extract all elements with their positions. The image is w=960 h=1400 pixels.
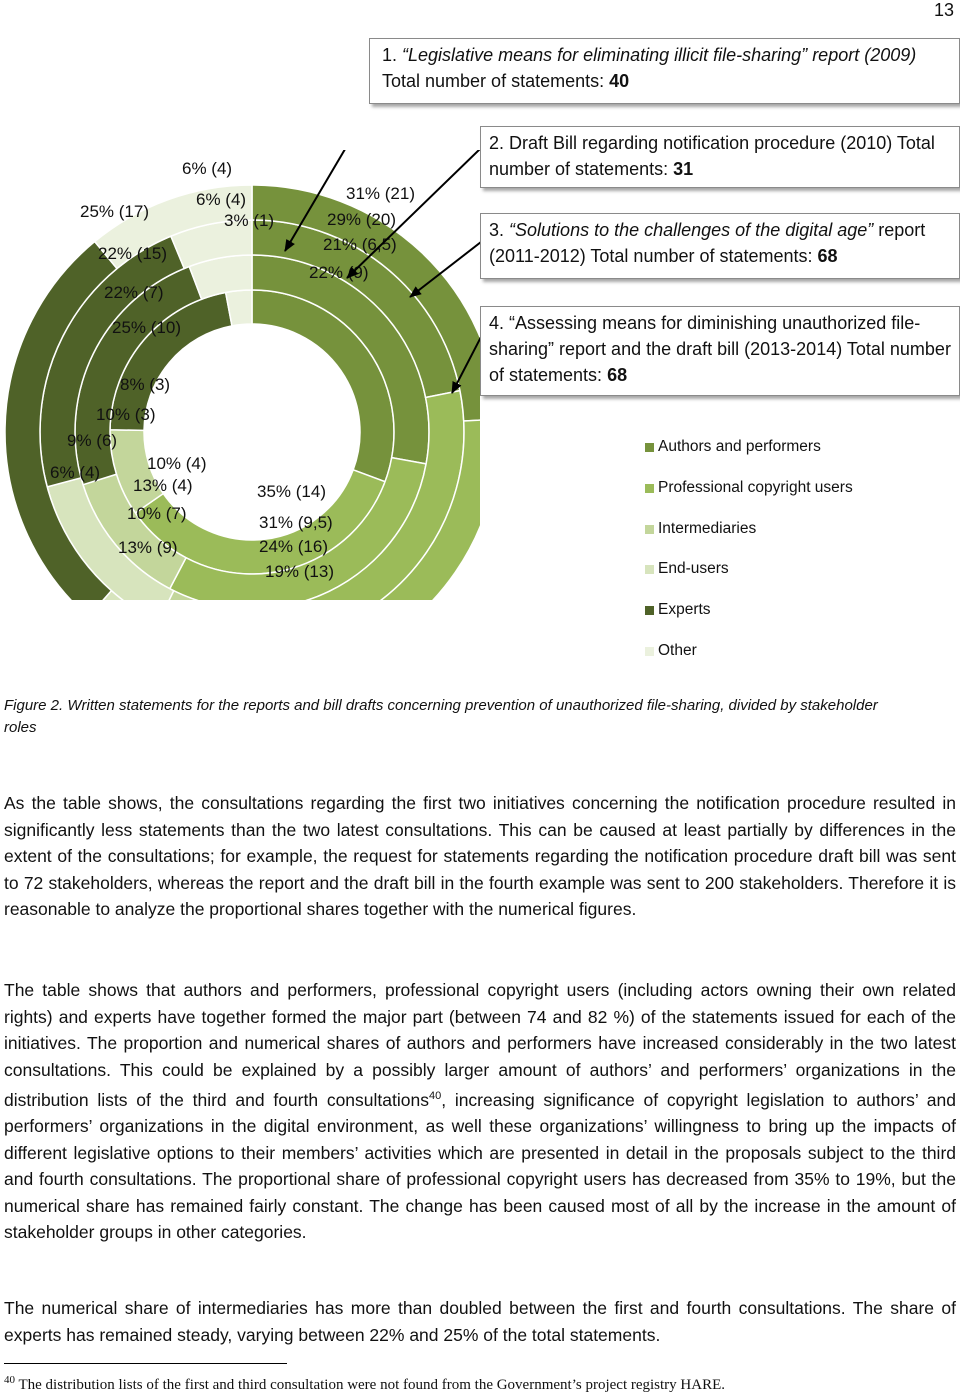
footnote-number: 40 bbox=[4, 1374, 15, 1386]
data-label-21: 10% (3) bbox=[96, 405, 156, 424]
data-label-10: 10% (7) bbox=[127, 504, 187, 523]
footnote bbox=[4, 1374, 725, 1394]
callout-3-total: 68 bbox=[817, 246, 838, 266]
legend-swatch bbox=[645, 647, 654, 656]
callout-1-text: Total number of statements: bbox=[382, 71, 610, 91]
data-label-6: 24% (16) bbox=[259, 537, 328, 556]
legend-swatch bbox=[645, 565, 654, 574]
legend-label: Professional copyright users bbox=[658, 478, 853, 496]
data-label-9: 13% (4) bbox=[133, 476, 193, 495]
callout-1 bbox=[369, 38, 960, 104]
data-label-1: 29% (20) bbox=[327, 210, 396, 229]
legend-item-intermediaries bbox=[645, 520, 853, 561]
legend-label: Experts bbox=[658, 601, 711, 619]
chart-legend bbox=[645, 438, 853, 683]
data-label-15: 25% (10) bbox=[112, 318, 181, 337]
footnote-ref[interactable]: 40 bbox=[428, 1090, 442, 1102]
callout-2-text: Draft Bill regarding notification procedure (2010) Total number of statements: bbox=[489, 133, 935, 179]
legend-label: Other bbox=[658, 641, 697, 659]
nested-donut-chart bbox=[0, 150, 480, 600]
data-label-18: 3% (1) bbox=[224, 211, 275, 230]
callout-4-text: “Assessing means for diminishing unauthorized file-sharing” report and the draft bill (2013-2014) Total number of statements: bbox=[489, 313, 951, 385]
data-label-7: 19% (13) bbox=[265, 562, 334, 581]
data-label-8: 10% (4) bbox=[147, 454, 207, 473]
legend-item-other bbox=[645, 642, 853, 683]
callout-2-total: 31 bbox=[673, 159, 694, 179]
paragraph-2 bbox=[4, 977, 956, 1246]
data-label-13: 6% (4) bbox=[50, 463, 101, 482]
data-label-0: 31% (21) bbox=[346, 184, 415, 203]
footnote-divider bbox=[4, 1363, 287, 1364]
data-label-11: 13% (9) bbox=[118, 538, 178, 557]
callout-4-total: 68 bbox=[607, 365, 628, 385]
legend-item-professional bbox=[645, 479, 853, 520]
callout-1-num: 1. bbox=[382, 45, 398, 65]
data-label-22: 8% (3) bbox=[120, 375, 171, 394]
data-label-17: 25% (17) bbox=[80, 202, 149, 221]
legend-label: Authors and performers bbox=[658, 438, 821, 455]
legend-item-experts bbox=[645, 601, 853, 642]
figure-caption: Figure 2. Written statements for the reports and bill drafts concerning prevention of unauthorized file-sharing, divided by stakeholder roles bbox=[4, 697, 878, 736]
data-label-5: 31% (9,5) bbox=[259, 513, 333, 532]
paragraph-2-end: , increasing significance of copyright legislation to authors’ and performers’ organizations in the digital environment, as well these organizations’ willingness to bring up the impacts of different legislative options to their members’ activities which are presented in detail in the proposals subject to the third and fourth consultations. The proportional share of professional copyright users has decreased from 35% to 19%, but the numerical share has remained fairly constant. The change has been caused most of all by the increase in the amount of stakeholder groups in other categories. bbox=[4, 1089, 956, 1243]
paragraph-2-middle: own related rights) and experts have together formed the major part (between 74 and 82 %) of the statements issued for each of the initiatives. The proportion and numerical shares of authors and performers have increased considerably in the two latest consultations. This could be explained by a possibly larger amount of authors’ and performers’ organizations in the distribution lists of the third and fourth consultations bbox=[4, 980, 956, 1110]
data-label-3: 22% (9) bbox=[309, 263, 369, 282]
page-number: 13 bbox=[933, 0, 954, 20]
data-label-16: 22% (15) bbox=[98, 244, 167, 263]
callout-3-num: 3. bbox=[489, 220, 505, 240]
data-label-12: 9% (6) bbox=[67, 431, 118, 450]
data-label-20: 6% (4) bbox=[182, 159, 233, 178]
legend-swatch bbox=[645, 443, 654, 452]
callout-4-num: 4. bbox=[489, 313, 505, 333]
legend-item-end-users bbox=[645, 560, 853, 601]
callout-2 bbox=[480, 126, 960, 188]
paragraph-3: The numerical share of intermediaries has more than doubled between the first and fourth consultations. The share of experts has remained steady, varying between 22% and 25% of the total statements. bbox=[4, 1298, 956, 1345]
callout-4 bbox=[480, 306, 960, 396]
legend-label: Intermediaries bbox=[658, 519, 757, 537]
callout-1-total: 40 bbox=[609, 71, 630, 91]
data-label-4: 35% (14) bbox=[257, 482, 326, 501]
paragraph-2-start: The table shows that authors and performers, professional copyright users (including actors owning their bbox=[4, 980, 855, 1000]
callout-3 bbox=[480, 213, 960, 279]
callout-1-title: “Legislative means for eliminating illicit file-sharing” report (2009) bbox=[402, 45, 917, 65]
callout-3-title: “Solutions to the challenges of the digital age” bbox=[509, 220, 874, 240]
legend-item-authors bbox=[645, 438, 853, 479]
paragraph-1: As the table shows, the consultations regarding the first two initiatives concerning the notification procedure resulted in significantly less statements than the two latest consultations. This can be caused at least partially by differences in the extent of the consultations; for example, the request for statements regarding the notification procedure draft bill was sent to 72 stakeholders, whereas the report and the draft bill in the fourth example was sent to 200 stakeholders. Therefore it is reasonable to analyze the proportional shares together with the numerical figures. bbox=[4, 793, 956, 919]
data-label-2: 21% (6,5) bbox=[323, 235, 397, 254]
data-label-19: 6% (4) bbox=[196, 190, 247, 209]
legend-swatch bbox=[645, 525, 654, 534]
callout-3-text: report (2011-2012) Total number of statements: bbox=[489, 220, 926, 266]
legend-swatch bbox=[645, 484, 654, 493]
data-label-14: 22% (7) bbox=[104, 283, 164, 302]
legend-swatch bbox=[645, 606, 654, 615]
callout-2-num: 2. bbox=[489, 133, 505, 153]
legend-label: End-users bbox=[658, 560, 729, 578]
footnote-text: The distribution lists of the first and third consultation were not found from the Government’s project registry HARE. bbox=[15, 1377, 726, 1393]
donut-rings bbox=[5, 185, 480, 600]
